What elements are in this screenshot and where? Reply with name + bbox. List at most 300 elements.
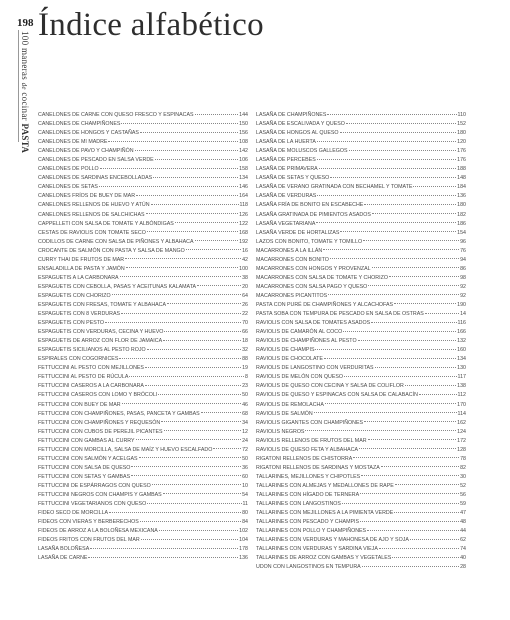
index-entry	[38, 482, 248, 491]
entry-page: 130	[457, 365, 466, 372]
index-entry	[256, 120, 466, 129]
entry-name: RAVIOLIS CON SALSA DE TOMATES ASADOS	[256, 320, 371, 327]
entry-page: 180	[457, 130, 466, 137]
entry-page: 50	[242, 455, 248, 462]
dot-leader	[327, 114, 456, 115]
entry-page: 47	[460, 510, 466, 517]
dot-leader	[344, 376, 457, 377]
dot-leader	[136, 195, 238, 196]
dot-leader	[167, 303, 241, 304]
entry-page: 88	[242, 356, 248, 363]
entry-name: TALLARINES CON LANGOSTINOS	[256, 501, 341, 508]
index-entry	[256, 536, 466, 545]
dot-leader	[330, 177, 456, 178]
entry-name: LAZOS CON BONITO, TOMATE Y TOMILLO	[256, 238, 363, 245]
index-entry	[38, 238, 248, 247]
dot-leader	[99, 186, 238, 187]
index-entry	[256, 129, 466, 138]
index-entry	[256, 473, 466, 482]
entry-name: ESPAGUETIS CON PESTO	[38, 320, 105, 327]
entry-page: 176	[457, 148, 466, 155]
entry-page: 16	[242, 247, 248, 254]
dot-leader	[139, 457, 242, 458]
index-entry	[38, 491, 248, 500]
dot-leader	[317, 159, 456, 160]
index-entry	[38, 455, 248, 464]
index-entry	[256, 319, 466, 328]
entry-name: ESPAGUETIS A LA CARBONARA	[38, 274, 119, 281]
dot-leader	[353, 457, 459, 458]
page-title: Índice alfabético	[38, 7, 264, 43]
entry-name: RAVIOLIS DE CHOCOLATE	[256, 356, 323, 363]
entry-page: 32	[242, 347, 248, 354]
entry-page: 66	[242, 329, 248, 336]
running-head-de: de	[20, 82, 28, 90]
dot-leader	[364, 204, 456, 205]
entry-name: MACARRONES CON HONGOS Y PROVENZAL	[256, 265, 371, 272]
entry-page: 120	[457, 139, 466, 146]
entry-name: FETTUCCINI CON SETAS Y GAMBAS	[38, 473, 131, 480]
index-entry	[38, 464, 248, 473]
entry-name: FIDEOS FRITOS CON FRUTOS DEL MAR	[38, 537, 140, 544]
index-entry	[256, 455, 466, 464]
index-column-left	[38, 111, 248, 563]
dot-leader	[381, 466, 459, 467]
entry-name: LASAÑA DE MOLUSCOS GALLEGOS	[256, 148, 348, 155]
entry-page: 98	[460, 274, 466, 281]
index-entry	[256, 165, 466, 174]
dot-leader	[323, 249, 459, 250]
dot-leader	[368, 439, 457, 440]
dot-leader	[163, 340, 241, 341]
entry-page: 118	[239, 202, 248, 209]
dot-leader	[125, 258, 241, 259]
entry-name: CANELONES DE PAVO Y CHAMPIÑÓN	[38, 148, 134, 155]
entry-name: LASAÑA DE VERDURAS	[256, 193, 317, 200]
index-entry	[38, 138, 248, 147]
index-entry	[38, 500, 248, 509]
entry-page: 56	[460, 491, 466, 498]
index-entry	[256, 527, 466, 536]
index-entry	[38, 192, 248, 201]
entry-name: CANELONES FRÍOS DE BUEY DE MAR	[38, 193, 136, 200]
dot-leader	[405, 385, 456, 386]
entry-page: 92	[460, 283, 466, 290]
entry-name: CESTAS DE RAVIOLIS CON TOMATE SECO	[38, 229, 146, 236]
entry-name: MACARRONES CON SALSA DE TOMATE Y CHORIZO	[256, 274, 388, 281]
index-entry	[256, 247, 466, 256]
entry-name: ESPAGUETIS CON FRESAS, TOMATE Y ALBAHACA	[38, 301, 167, 308]
index-entry	[256, 419, 466, 428]
index-entry	[38, 319, 248, 328]
index-entry	[38, 201, 248, 210]
index-entry	[256, 256, 466, 265]
entry-name: PASTA SOBA CON TEMPURA DE PESCADO EN SALSA DE OSTRAS	[256, 311, 424, 318]
dot-leader	[126, 267, 238, 268]
entry-name: CANELONES DE HONGOS Y CASTAÑAS	[38, 130, 139, 137]
dot-leader	[316, 222, 456, 223]
dot-leader	[314, 412, 457, 413]
entry-page: 28	[460, 564, 466, 571]
index-entry	[256, 174, 466, 183]
entry-name: LASAÑA DE SETAS Y QUESO	[256, 175, 330, 182]
dot-leader	[164, 430, 242, 431]
index-entry	[256, 274, 466, 283]
entry-page: 36	[242, 464, 248, 471]
dot-leader	[119, 358, 241, 359]
index-entry	[38, 410, 248, 419]
index-entry	[256, 373, 466, 382]
entry-page: 152	[457, 121, 466, 128]
entry-name: ENSALADILLA DE PASTA Y JAMÓN	[38, 265, 125, 272]
entry-name: LASAÑA DE PRIMAVERA	[256, 166, 318, 173]
index-entry	[256, 183, 466, 192]
dot-leader	[343, 331, 456, 332]
dot-leader	[195, 114, 239, 115]
entry-name: FETTUCCINI CON SALSA DE QUESO	[38, 464, 131, 471]
entry-page: 72	[242, 446, 248, 453]
dot-leader	[129, 376, 244, 377]
entry-page: 134	[239, 175, 248, 182]
entry-page: 18	[242, 338, 248, 345]
entry-name: LASAÑA DE CHAMPIÑONES	[256, 112, 327, 118]
index-entry	[38, 346, 248, 355]
entry-name: FETTUCCINI CON CUBOS DE PEREJIL PICANTES	[38, 428, 163, 435]
entry-page: 168	[239, 229, 248, 236]
entry-page: 154	[457, 229, 466, 236]
dot-leader	[395, 484, 459, 485]
entry-name: RAVIOLIS DE SALMÓN	[256, 410, 313, 417]
running-head-bold: PASTA	[20, 123, 30, 154]
index-entry	[256, 111, 466, 120]
entry-page: 96	[460, 238, 466, 245]
entry-name: RAVIOLIS DE QUESO CON CECINA Y SALSA DE COLIFLOR	[256, 383, 404, 390]
entry-page: 10	[242, 482, 248, 489]
entry-page: 160	[457, 347, 466, 354]
index-entry	[256, 220, 466, 229]
dot-leader	[163, 493, 241, 494]
entry-name: LASAÑA DE PERCEBES	[256, 157, 316, 164]
dot-leader	[131, 466, 241, 467]
dot-leader	[158, 394, 241, 395]
dot-leader	[392, 557, 459, 558]
dot-leader	[319, 168, 456, 169]
entry-page: 8	[245, 374, 248, 381]
dot-leader	[342, 503, 459, 504]
dot-leader	[109, 512, 241, 513]
entry-name: TALLARINES CON POLLO Y CHAMPIÑONES	[256, 528, 367, 535]
entry-page: 54	[242, 491, 248, 498]
entry-page: 176	[457, 157, 466, 164]
dot-leader	[362, 566, 459, 567]
entry-page: 44	[460, 528, 466, 535]
index-entry	[256, 491, 466, 500]
index-entry	[38, 174, 248, 183]
entry-page: 184	[457, 184, 466, 191]
index-entry	[256, 147, 466, 156]
entry-name: ESPAGUETIS CON VERDURAS, CECINA Y HUEVO	[38, 329, 164, 336]
index-entry	[256, 410, 466, 419]
entry-name: RAVIOLIS NEGROS	[256, 428, 305, 435]
entry-name: ESPAGUETIS SICILIANOS AL PESTO ROJO	[38, 347, 146, 354]
page-sidebar	[0, 0, 40, 620]
dot-leader	[175, 222, 238, 223]
entry-page: 12	[242, 428, 248, 435]
entry-page: 102	[239, 528, 248, 535]
entry-name: CANELONES DE CHAMPIÑONES	[38, 121, 121, 128]
index-entry	[256, 310, 466, 319]
dot-leader	[330, 258, 459, 259]
index-entry	[256, 355, 466, 364]
entry-name: FETTUCCINI CON BUEY DE MAR	[38, 401, 121, 408]
entry-page: 170	[457, 401, 466, 408]
dot-leader	[394, 512, 459, 513]
entry-name: CURRY THAI DE FRUTOS DE MAR	[38, 256, 125, 263]
entry-page: 92	[460, 292, 466, 299]
entry-name: CANELONES DE CARNE CON QUESO FRESCO Y ESPINACAS	[38, 112, 194, 118]
index-entry	[38, 229, 248, 238]
index-entry	[256, 337, 466, 346]
dot-leader	[147, 349, 241, 350]
running-head-suffix: cocinar	[20, 89, 30, 124]
dot-leader	[305, 430, 456, 431]
entry-name: ESPAGUETIS DE ARROZ CON FLOR DE JAMAICA	[38, 338, 163, 345]
index-entry	[256, 554, 466, 563]
index-column-right	[256, 111, 466, 572]
entry-page: 38	[242, 274, 248, 281]
entry-page: 182	[457, 211, 466, 218]
index-entry	[256, 364, 466, 373]
dot-leader	[360, 493, 459, 494]
entry-page: 52	[460, 482, 466, 489]
entry-page: 144	[239, 112, 248, 118]
dot-leader	[197, 285, 241, 286]
index-entry	[38, 147, 248, 156]
index-entry	[38, 337, 248, 346]
entry-page: 192	[239, 238, 248, 245]
entry-page: 80	[242, 510, 248, 517]
entry-page: 180	[457, 202, 466, 209]
sidebar-rule	[18, 30, 19, 142]
entry-page: 11	[242, 501, 248, 508]
dot-leader	[361, 475, 459, 476]
index-entry	[38, 382, 248, 391]
entry-name: CANELONES DE PESCADO EN SALSA VERDE	[38, 157, 154, 164]
index-entry	[256, 437, 466, 446]
dot-leader	[112, 294, 241, 295]
index-entry	[256, 265, 466, 274]
dot-leader	[159, 530, 238, 531]
index-entry	[38, 509, 248, 518]
index-entry	[38, 401, 248, 410]
entry-name: LASAÑA BOLOÑESA	[38, 546, 90, 553]
dot-leader	[364, 421, 456, 422]
entry-name: FETTUCCINI CASEROS CON LOMO Y BRÓCOLI	[38, 392, 158, 399]
entry-page: 138	[457, 383, 466, 390]
dot-leader	[317, 141, 456, 142]
entry-page: 82	[460, 464, 466, 471]
entry-name: LASAÑA DE VERANO GRATINADA CON BECHAMEL Y TOMATE	[256, 184, 413, 191]
entry-page: 136	[239, 555, 248, 562]
index-entry	[38, 310, 248, 319]
entry-name: TALLARINES CON VERDURAS Y MAHONESA DE AJO Y SOJA	[256, 537, 409, 544]
index-entry	[256, 301, 466, 310]
entry-page: 68	[242, 410, 248, 417]
index-entry	[256, 545, 466, 554]
entry-page: 156	[239, 130, 248, 137]
dot-leader	[359, 448, 456, 449]
dot-leader	[140, 132, 238, 133]
entry-page: 62	[460, 537, 466, 544]
index-entry	[38, 247, 248, 256]
entry-name: RAVIOLIS DE REMOLACHA	[256, 401, 324, 408]
entry-page: 122	[239, 220, 248, 227]
entry-page: 23	[242, 383, 248, 390]
entry-name: LASAÑA DE CARNE	[38, 555, 88, 562]
dot-leader	[108, 141, 238, 142]
index-entry	[38, 183, 248, 192]
index-entry	[38, 292, 248, 301]
dot-leader	[346, 123, 456, 124]
index-entry	[38, 419, 248, 428]
entry-page: 136	[457, 193, 466, 200]
dot-leader	[186, 249, 241, 250]
dot-leader	[324, 358, 456, 359]
entry-page: 60	[242, 473, 248, 480]
index-entry	[38, 437, 248, 446]
entry-name: CANELONES DE SETAS	[38, 184, 98, 191]
page-number: 198	[17, 17, 34, 29]
entry-page: 24	[242, 437, 248, 444]
dot-leader	[389, 276, 459, 277]
entry-name: FETTUCCINI AL PESTO DE RÚCULA	[38, 374, 129, 381]
entry-page: 40	[460, 555, 466, 562]
dot-leader	[145, 367, 241, 368]
entry-name: MACARRONES CON BONITO	[256, 256, 329, 263]
index-entry	[38, 536, 248, 545]
entry-page: 110	[457, 112, 466, 118]
entry-name: CANELONES DE MI MADRE	[38, 139, 108, 146]
dot-leader	[367, 530, 459, 531]
dot-leader	[372, 213, 456, 214]
entry-name: FETTUCCINI CON GAMBAS AL CURRY	[38, 437, 135, 444]
entry-page: 48	[460, 519, 466, 526]
entry-page: 142	[239, 148, 248, 155]
entry-name: TALLARINES CON ALMEJAS Y MEDALLONES DE RAPE	[256, 482, 394, 489]
index-entry	[38, 446, 248, 455]
dot-leader	[379, 548, 459, 549]
entry-name: CAPPELLETI CON SALSA DE TOMATE Y ALBÓNDIGAS	[38, 220, 174, 227]
dot-leader	[201, 412, 241, 413]
dot-leader	[410, 539, 459, 540]
index-entry	[38, 355, 248, 364]
entry-page: 19	[242, 365, 248, 372]
index-entry	[38, 545, 248, 554]
entry-page: 70	[242, 320, 248, 327]
entry-page: 134	[457, 356, 466, 363]
entry-page: 26	[242, 301, 248, 308]
entry-name: FIDEOS CON VIERAS Y BERBERECHOS	[38, 519, 139, 526]
entry-name: FETTUCCINI CON CHAMPIÑONES Y REQUESÓN	[38, 419, 161, 426]
entry-page: 100	[239, 265, 248, 272]
entry-name: LASAÑA VERDE DE HORTALIZAS	[256, 229, 340, 236]
entry-name: TALLARINES, MEJILLONES Y CHIPOTLES	[256, 473, 361, 480]
index-entry	[256, 292, 466, 301]
entry-name: RAVIOLIS DE LANGOSTINO CON VERDURITAS	[256, 365, 374, 372]
index-entry	[256, 563, 466, 572]
entry-page: 64	[242, 292, 248, 299]
dot-leader	[153, 177, 238, 178]
index-entry	[256, 518, 466, 527]
index-entry	[256, 201, 466, 210]
entry-page: 84	[242, 519, 248, 526]
entry-page: 158	[239, 166, 248, 173]
entry-name: CANELONES DE POLLO	[38, 166, 99, 173]
entry-page: 164	[239, 193, 248, 200]
index-entry	[256, 401, 466, 410]
dot-leader	[152, 484, 241, 485]
entry-name: CROCANTE DE SALMÓN CON PASTA Y SALSA DE MANGO	[38, 247, 185, 254]
index-entry	[256, 138, 466, 147]
entry-page: 150	[239, 121, 248, 128]
index-entry	[256, 382, 466, 391]
dot-leader	[105, 322, 241, 323]
index-entry	[256, 428, 466, 437]
dot-leader	[146, 213, 239, 214]
entry-page: 106	[239, 157, 248, 164]
index-entry	[256, 446, 466, 455]
entry-name: RAVIOLIS DE CHAMPIS	[256, 347, 315, 354]
index-entry	[256, 482, 466, 491]
entry-name: RIGATONI RELLENOS DE SARDINAS Y MOSTAZA	[256, 464, 380, 471]
entry-name: ESPAGUETIS CON CHORIZO	[38, 292, 111, 299]
entry-name: ESPAGUETIS CON 8 VERDURAS	[38, 311, 121, 318]
index-entry	[256, 283, 466, 292]
dot-leader	[155, 159, 238, 160]
dot-leader	[121, 123, 238, 124]
index-entry	[38, 274, 248, 283]
index-entry	[38, 518, 248, 527]
entry-name: RAVIOLIS DE QUESO Y ESPINACAS CON SALSA DE CALABACÍN	[256, 392, 418, 399]
dot-leader	[425, 313, 459, 314]
index-entry	[256, 346, 466, 355]
entry-name: LASAÑA GRATINADA DE PIMIENTOS ASADOS	[256, 211, 371, 218]
dot-leader	[368, 285, 459, 286]
index-entry	[38, 220, 248, 229]
entry-name: TALLARINES CON HÍGADO DE TERNERA	[256, 491, 360, 498]
entry-page: 34	[242, 419, 248, 426]
entry-name: CODILLOS DE CARNE CON SALSA DE PIÑONES Y ALBAHACA	[38, 238, 194, 245]
entry-page: 190	[457, 301, 466, 308]
dot-leader	[90, 548, 238, 549]
dot-leader	[349, 150, 457, 151]
entry-name: RAVIOLIS DE CAMARÓN AL COCO	[256, 329, 343, 336]
entry-page: 124	[457, 428, 466, 435]
index-entry	[38, 554, 248, 563]
entry-page: 104	[239, 537, 248, 544]
entry-name: PASTA CON PURÉ DE CHAMPIÑONES Y ALCACHOFAS	[256, 301, 394, 308]
entry-name: FETTUCCINI CON SALMÓN Y ACELGAS	[38, 455, 138, 462]
entry-page: 20	[242, 283, 248, 290]
dot-leader	[317, 195, 456, 196]
entry-page: 178	[239, 546, 248, 553]
dot-leader	[147, 231, 238, 232]
dot-leader	[375, 367, 457, 368]
entry-name: FETTUCCINI CON CHAMPIÑONES, PASAS, PANCETA Y GAMBAS	[38, 410, 200, 417]
entry-page: 126	[239, 211, 248, 218]
dot-leader	[371, 322, 456, 323]
dot-leader	[121, 313, 241, 314]
